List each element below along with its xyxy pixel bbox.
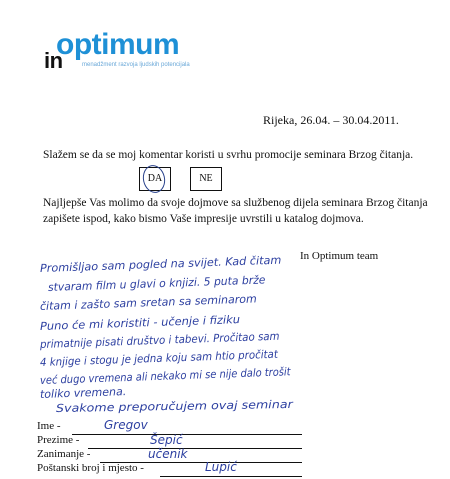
date-line: Rijeka, 26.04. – 30.04.2011. xyxy=(263,113,399,127)
handwritten-line: Promišlјao sam pogled na svijet. Kad čitam xyxy=(39,253,282,275)
handwritten-line: 4 knjige i stogu je jedna koju sam htio pročitat xyxy=(39,347,279,369)
field-label-prezime: Prezime - xyxy=(37,434,80,446)
field-value-prezime[interactable]: Šepić xyxy=(150,433,183,447)
field-label-postanski: Poštanski broj i mjesto - xyxy=(37,462,144,474)
field-value-postanski[interactable]: Lupić xyxy=(205,460,237,474)
field-line-prezime xyxy=(88,448,302,449)
field-value-ime[interactable]: Gregov xyxy=(104,418,148,432)
option-no-box[interactable]: NE xyxy=(190,167,222,191)
handwritten-line: toliko vremena. xyxy=(39,384,127,401)
logo-optimum: optimum xyxy=(56,28,180,61)
handwritten-line: Svakome preporučujem ovaj seminar xyxy=(55,397,293,415)
logo-tagline: menadžment razvoja ljudskih potencijala xyxy=(82,62,190,68)
signature-team: In Optimum team xyxy=(300,250,379,262)
field-line-ime xyxy=(72,434,302,435)
handwritten-line: stvaram film u glavi o knjizi. 5 puta brže xyxy=(47,273,266,294)
option-yes-box[interactable]: DA xyxy=(139,167,171,191)
field-label-zanimanje: Zanimanje - xyxy=(37,448,91,460)
handwritten-line: primatnije pisati društvo i tabevi. Pročitao sam xyxy=(39,329,280,351)
handwritten-line: čitam i zašto sam sretan sa seminarom xyxy=(39,292,257,313)
field-label-ime: Ime - xyxy=(37,420,61,432)
handwritten-line: Puno će mi koristiti - učenje i fiziku xyxy=(39,313,241,333)
consent-text: Slažem se da se moj komentar koristi u svrhu promocije seminara Brzog čitanja. xyxy=(43,149,414,161)
field-line-postanski xyxy=(160,476,302,477)
handwritten-line: već dugo vremena ali nekako mi se nije dalo trošit xyxy=(39,365,291,387)
field-value-zanimanje[interactable]: učenik xyxy=(148,447,188,461)
request-text: Najljepše Vas molimo da svoje dojmove sa službenog dijela seminara Brzog čitanja zapišete ispod, kako bismo Vaše impresije uvrstili u katalog dojmova. xyxy=(43,197,428,225)
logo-in: in xyxy=(44,48,63,73)
